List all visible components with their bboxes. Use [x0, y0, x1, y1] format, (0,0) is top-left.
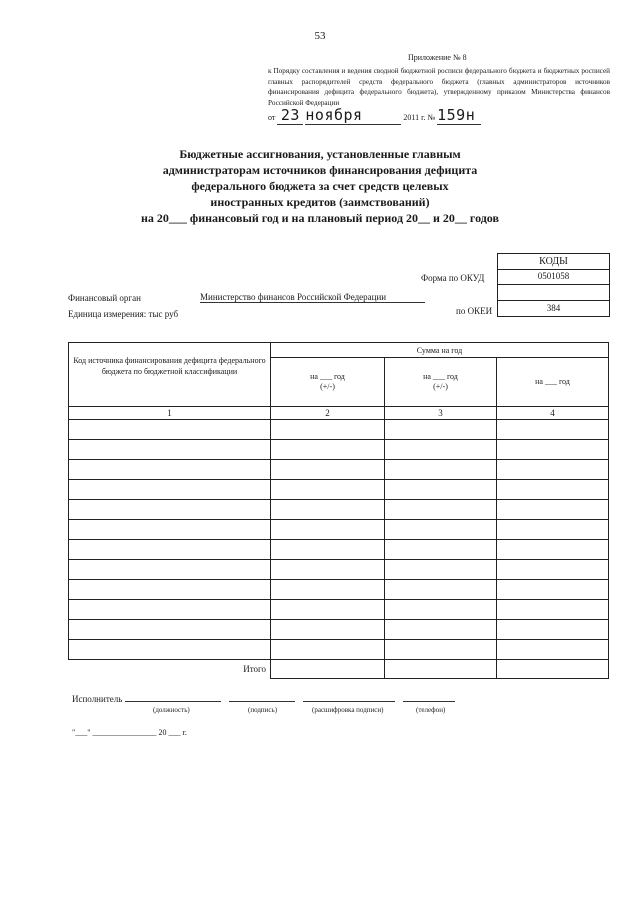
- col-number: 4: [497, 407, 609, 420]
- table-cell: [385, 500, 497, 520]
- table-row: [69, 540, 609, 560]
- phone-field: [403, 701, 455, 702]
- okud-label: Форма по ОКУД: [421, 273, 485, 283]
- table-cell: [497, 480, 609, 500]
- year-col-1: на ___ год (+/-): [271, 358, 385, 407]
- date-year: 2011 г. №: [403, 113, 436, 122]
- table-cell: [271, 520, 385, 540]
- table-cell: [271, 560, 385, 580]
- table-cell: [69, 420, 271, 440]
- table-cell: [385, 460, 497, 480]
- table-cell: [385, 600, 497, 620]
- table-cell: [385, 560, 497, 580]
- codes-header: КОДЫ: [497, 253, 610, 270]
- title-line: иностранных кредитов (заимствований): [210, 195, 430, 209]
- unit-label: Единица измерения: тыс руб: [68, 309, 179, 319]
- table-cell: [497, 620, 609, 640]
- table-cell: [497, 420, 609, 440]
- okei-label: по ОКЕИ: [456, 306, 493, 316]
- title-line: администраторам источников финансирования дефицита: [162, 163, 478, 177]
- table-row: [69, 640, 609, 660]
- table-body: [69, 420, 609, 660]
- executor-label: Исполнитель: [72, 694, 123, 704]
- table-row: [69, 560, 609, 580]
- table-cell: [271, 440, 385, 460]
- table-cell: [271, 420, 385, 440]
- table-cell: [385, 480, 497, 500]
- caption-signature: (подпись): [248, 706, 278, 714]
- table-row: [69, 460, 609, 480]
- allocations-table: [68, 342, 609, 679]
- total-label: Итого: [69, 660, 271, 679]
- table-cell: [497, 460, 609, 480]
- table-cell: [497, 500, 609, 520]
- date-month: ноября: [305, 106, 401, 125]
- table-cell: [385, 640, 497, 660]
- table-cell: [385, 580, 497, 600]
- table-cell: [69, 460, 271, 480]
- title-line: Бюджетные ассигнования, установленные главным: [179, 147, 461, 161]
- table-cell: [497, 600, 609, 620]
- total-cell: [385, 660, 497, 679]
- signature-line: [72, 694, 455, 704]
- table-cell: [69, 540, 271, 560]
- table-row: [69, 440, 609, 460]
- table-row: [69, 480, 609, 500]
- caption-position: (должность): [153, 706, 190, 714]
- table-cell: [271, 600, 385, 620]
- fin-org-value: Министерство финансов Российской Федерации: [200, 292, 425, 303]
- sum-header: Сумма на год: [271, 343, 609, 358]
- total-cell: [271, 660, 385, 679]
- table-cell: [271, 620, 385, 640]
- fin-org-label: Финансовый орган: [68, 293, 141, 303]
- table-row: [69, 600, 609, 620]
- appendix-text: к Порядку составления и ведения сводной бюджетной росписи федерального бюджета и бюджетных росписей главных распорядителей средств федерального бюджета (главных администраторов источников финансирования дефицита федерального бюджета), утвержденному приказом Министерства финансов Российской Федерации: [268, 67, 610, 107]
- col-number: 2: [271, 407, 385, 420]
- name-field: [303, 701, 395, 702]
- year-col-3: на ___ год: [497, 358, 609, 407]
- table-row: [69, 620, 609, 640]
- table-cell: [271, 580, 385, 600]
- date-day: 23: [277, 106, 303, 125]
- table-row: [69, 500, 609, 520]
- table-cell: [271, 460, 385, 480]
- title-line: на 20___ финансовый год и на плановый период 20__ и 20__ годов: [140, 211, 499, 225]
- table-cell: [497, 440, 609, 460]
- table-cell: [497, 580, 609, 600]
- title-line: федерального бюджета за счет средств целевых: [191, 179, 449, 193]
- table-cell: [69, 600, 271, 620]
- total-cell: [497, 660, 609, 679]
- table-cell: [69, 640, 271, 660]
- okei-code: 384: [497, 301, 610, 317]
- date-prefix: от: [268, 113, 276, 122]
- table-cell: [497, 560, 609, 580]
- order-number: 159н: [437, 106, 481, 125]
- table-cell: [69, 620, 271, 640]
- table-cell: [69, 500, 271, 520]
- table-cell: [271, 500, 385, 520]
- table-cell: [385, 420, 497, 440]
- table-cell: [271, 640, 385, 660]
- table-cell: [385, 440, 497, 460]
- table-row: [69, 420, 609, 440]
- position-field: [125, 701, 221, 702]
- fin-org-code: [497, 285, 610, 301]
- table-cell: [69, 520, 271, 540]
- caption-name: (расшифровка подписи): [312, 706, 384, 714]
- table-row: [69, 520, 609, 540]
- table-cell: [271, 480, 385, 500]
- table-cell: [385, 540, 497, 560]
- col-number: 1: [69, 407, 271, 420]
- col-number: 3: [385, 407, 497, 420]
- code-header: Код источника финансирования дефицита федерального бюджета по бюджетной классификации: [69, 343, 271, 407]
- table-row: [69, 580, 609, 600]
- year-col-2: на ___ год (+/-): [385, 358, 497, 407]
- date-footer: "___" ________________ 20 ___ г.: [72, 728, 187, 737]
- table-cell: [385, 520, 497, 540]
- page-number: 53: [314, 30, 326, 42]
- table-cell: [69, 580, 271, 600]
- table-cell: [69, 560, 271, 580]
- table-cell: [271, 540, 385, 560]
- appendix-date: [268, 106, 481, 125]
- appendix-title: Приложение № 8: [408, 53, 467, 62]
- table-cell: [497, 640, 609, 660]
- table-cell: [69, 440, 271, 460]
- signature-field: [229, 701, 295, 702]
- table-cell: [385, 620, 497, 640]
- table-cell: [69, 480, 271, 500]
- caption-phone: (телефон): [416, 706, 446, 714]
- okud-code: 0501058: [497, 269, 610, 285]
- table-cell: [497, 540, 609, 560]
- table-cell: [497, 520, 609, 540]
- document-title: [60, 146, 580, 226]
